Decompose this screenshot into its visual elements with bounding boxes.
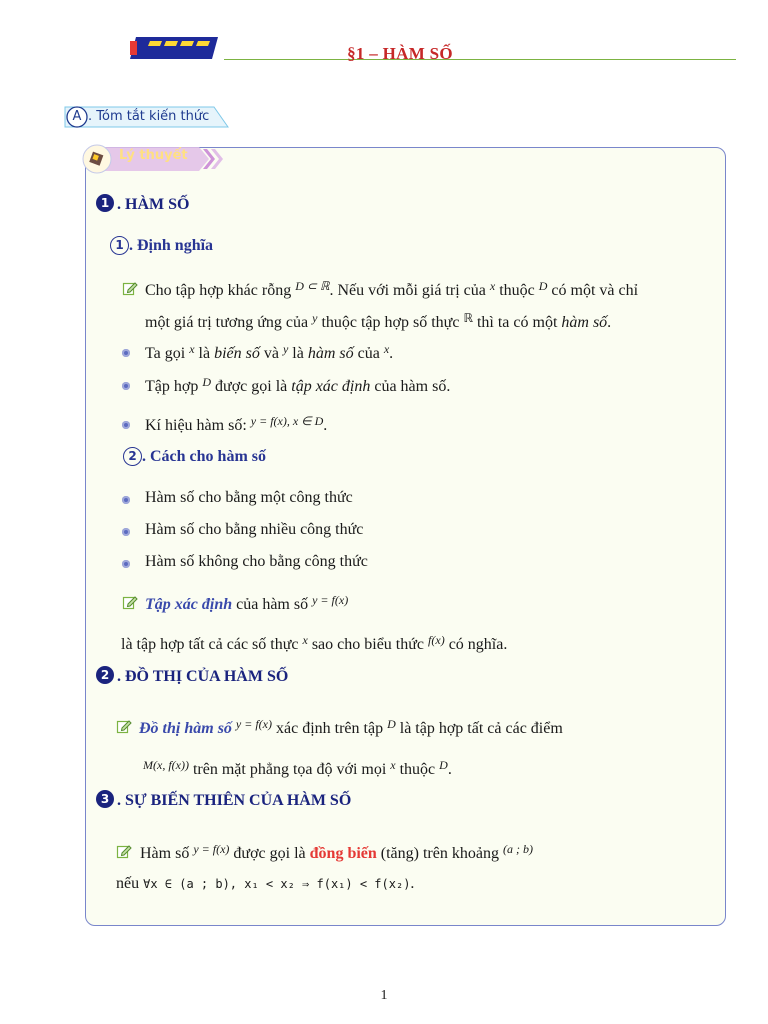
header-logo-icon xyxy=(130,37,218,59)
bullet-icon xyxy=(122,496,130,504)
domain-definition-line-1: Tập xác định của hàm số $^{y = f(x)}$ xyxy=(145,593,349,613)
subsection-1-1-number: 1 xyxy=(110,236,129,255)
section-3-heading xyxy=(96,790,351,810)
bullet-icon xyxy=(122,421,130,429)
bullet-icon xyxy=(122,349,130,357)
subsection-1-2-title: . Cách cho hàm số xyxy=(142,448,267,465)
section-3-number: 3 xyxy=(96,790,114,808)
bullet-variable-definition: Ta gọi $^x$ là biến số và $^y$ là hàm số của $^x$. xyxy=(145,342,394,362)
section-1-number: 1 xyxy=(96,194,114,212)
subsection-1-1-title: . Định nghĩa xyxy=(129,237,214,254)
subsection-1-1-heading xyxy=(110,236,213,255)
page-title: §1 – HÀM SỐ xyxy=(347,44,453,63)
method-item: Hàm số không cho bằng công thức xyxy=(145,553,368,570)
section-2-heading xyxy=(96,666,288,686)
edit-note-icon xyxy=(116,843,132,859)
method-item: Hàm số cho bằng một công thức xyxy=(145,489,353,506)
definition-line-2: một giá trị tương ứng của $^y$ thuộc tập hợp số thực $^ℝ$ thì ta có một hàm số. xyxy=(145,311,612,331)
subsection-1-2-number: 2 xyxy=(123,447,142,466)
section-2-title: . ĐỒ THỊ CỦA HÀM SỐ xyxy=(117,668,289,685)
edit-note-icon xyxy=(122,594,138,610)
section-2-number: 2 xyxy=(96,666,114,684)
increasing-definition-line-2: nếu ∀x ∈ (a ; b), x₁ < x₂ ⇒ f(x₁) < f(x₂). xyxy=(116,875,415,892)
section-1-title: . HÀM SỐ xyxy=(117,196,190,213)
bullet-icon xyxy=(122,560,130,568)
edit-note-icon xyxy=(122,280,138,296)
graph-definition-line-2: $^{M(x, f(x))}$ trên mặt phẳng tọa độ với mọi $^x$ thuộc $^D$. xyxy=(143,758,452,778)
section-3-title: . SỰ BIẾN THIÊN CỦA HÀM SỐ xyxy=(117,792,352,809)
domain-definition-line-2: là tập hợp tất cả các số thực $^x$ sao cho biểu thức $^{f(x)}$ có nghĩa. xyxy=(121,633,508,653)
section-1-heading xyxy=(96,194,189,214)
definition-line-1: Cho tập hợp khác rỗng $^{D \subset ℝ}$. Nếu với mỗi giá trị của $^x$ thuộc $^D$ có một và chỉ xyxy=(145,279,639,299)
bullet-notation: Kí hiệu hàm số: $^{y = f(x), x \in D}$. xyxy=(145,414,328,434)
bullet-domain-definition: Tập hợp $^D$ được gọi là tập xác định của hàm số. xyxy=(145,375,451,395)
page-number: 1 xyxy=(380,988,388,1003)
graph-definition-line-1: Đồ thị hàm số $^{y = f(x)}$ xác định trên tập $^D$ là tập hợp tất cả các điểm xyxy=(139,717,563,737)
section-a-marker: A xyxy=(72,109,82,124)
bullet-icon xyxy=(122,528,130,536)
theory-tab-label: Lý thuyết xyxy=(119,148,188,163)
method-item: Hàm số cho bằng nhiều công thức xyxy=(145,521,364,538)
subsection-1-2-heading xyxy=(123,447,266,466)
edit-note-icon xyxy=(116,718,132,734)
bullet-icon xyxy=(122,382,130,390)
section-a-title: . Tóm tắt kiến thức xyxy=(88,109,210,124)
increasing-definition-line-1: Hàm số $^{y = f(x)}$ được gọi là đồng biến (tăng) trên khoảng $^{(a ; b)}$ xyxy=(140,842,533,862)
